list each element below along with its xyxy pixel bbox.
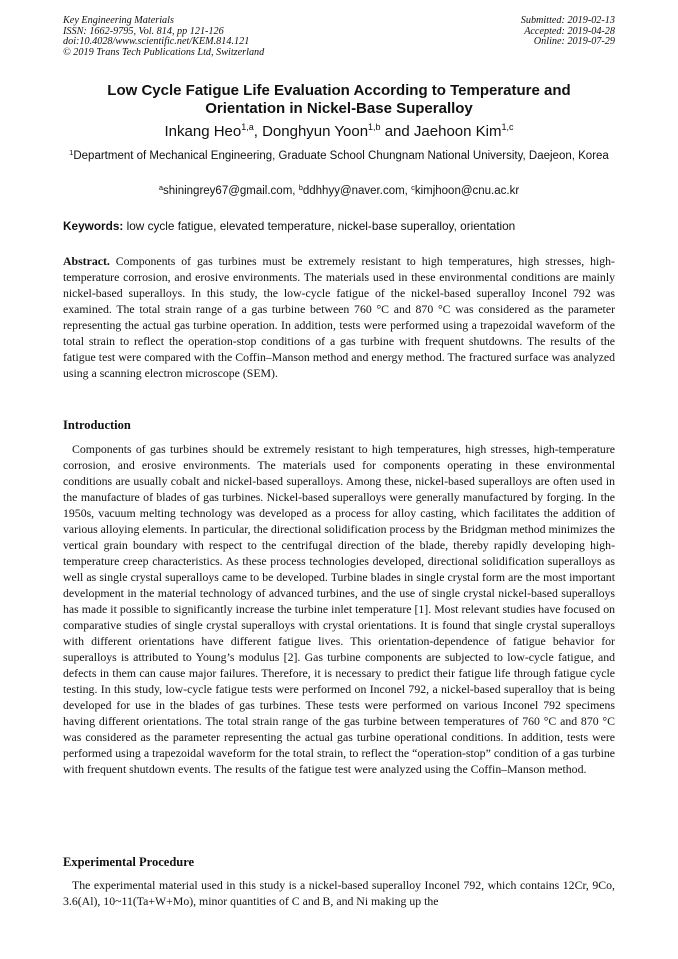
doi-line: doi:10.4028/www.scientific.net/KEM.814.121 — [63, 36, 250, 48]
title-line-1: Low Cycle Fatigue Life Evaluation According to Temperature and — [107, 82, 571, 99]
title-line-2: Orientation in Nickel-Base Superalloy — [205, 100, 473, 117]
introduction-body: Components of gas turbines should be extremely resistant to high temperatures, high stresses, high-temperature corrosion, and erosive environments. The materials used for components operating in these environmental conditions are usually cobalt and nickel-based superalloys. Among these, nickel-based superalloys are often used in the manufacture of blades of gas turbines. Nickel-based superalloys were generally manufactured by forging. In the 1950s, vacuum melting technology was developed as a process for alloy casting, which facilitates the addition of various alloying elements. In particular, the directional solidification process by the Bridgman method minimizes the vertical grain boundary with respect to the centrifugal direction of the blade, thereby rapidly developing high-temperature creep characteristics. As these process technologies developed, directional solidification superalloys as well as single crystal superalloys came to be developed. Turbine blades in single crystal form are the most important development in the material technology of advanced turbines, and the use of single crystal nickel-based superalloys has made it possible to significantly increase the turbine inlet temperature [1]. Most relevant studies have focused on comparative studies of single crystal superalloys with crystal orientations. It is found that single crystal superalloys with different orientations have different fatigue lives. This orientation-dependence of fatigue behavior for superalloys is attributed to Young’s modulus [2]. Gas turbine components are subjected to low-cycle fatigue, and defects in them can cause major failures. Therefore, it is necessary to predict their fatigue life through fatigue cycle testing. In this study, low-cycle fatigue tests were performed on Inconel 792, a nickel-based superalloy that is being developed for use in the blades of gas turbines. These tests were performed on various Inconel 792 specimens having different orientations. The total strain range of the gas turbine between temperatures of 760 °C and 870 °C was considered as the parameter representing the actual gas turbine operational conditions. In addition, tests were performed using a trapezoidal waveform for the total strain, to reflect the “operation-stop” condition of a gas turbine with frequent shutdown events. The results of the fatigue test were analyzed using the Coffin–Manson method. — [63, 442, 615, 776]
email-mark: a — [158, 183, 163, 192]
author-separator: , — [253, 123, 263, 140]
introduction-heading: Introduction — [63, 418, 131, 432]
abstract-label: Abstract. — [63, 254, 110, 268]
abstract-text: Components of gas turbines must be extremely resistant to high temperatures, high stresses, high-temperature corrosion, and erosive environments. The materials used in these environmental conditions are mainly nickel-based superalloys. In this study, the low-cycle fatigue of the nickel-based superalloy Inconel 792 was examined. The total strain range of a gas turbine between 760 °C and 870 °C was considered as the parameter representing the actual gas turbine operation. In addition, tests were performed using a trapezoidal waveform of the total strain to reflect the operation-stop conditions of a gas turbine with frequent shutdowns. The results of the fatigue test were compared with the Coffin–Manson method and energy method. The fractured surface was analyzed using a scanning electron microscope (SEM). — [63, 254, 615, 380]
submitted-date: Submitted: 2019-02-13 — [520, 15, 615, 26]
accepted-date: Accepted: 2019-04-28 — [524, 25, 615, 37]
issn-line: ISSN: 1662-9795, Vol. 814, pp 121-126 — [63, 25, 224, 37]
publication-info — [63, 16, 264, 58]
email-address: shiningrey67@gmail.com — [163, 185, 293, 197]
paper-title — [63, 82, 615, 118]
email-address: kimjhoon@cnu.ac.kr — [414, 185, 520, 197]
author-affiliation-mark: 1,a — [241, 122, 254, 132]
affiliation — [63, 149, 615, 165]
journal-name: Key Engineering Materials — [63, 15, 174, 26]
author-emails — [63, 184, 615, 199]
copyright-line: © 2019 Trans Tech Publications Ltd, Switzerland — [63, 46, 265, 58]
author-affiliation-mark: 1,b — [368, 122, 381, 132]
author-name: Jaehoon Kim — [413, 123, 502, 140]
affiliation-mark: 1 — [69, 148, 74, 157]
keywords-text: low cycle fatigue, elevated temperature, nickel-base superalloy, orientation — [123, 219, 516, 233]
publication-dates — [521, 16, 615, 48]
online-date: Online: 2019-07-29 — [533, 36, 615, 48]
author-list — [63, 123, 615, 141]
email-address: ddhhyy@naver.com — [302, 185, 405, 197]
author-separator: and — [380, 123, 414, 140]
author-name: Donghyun Yoon — [262, 123, 369, 140]
author-affiliation-mark: 1,c — [501, 122, 514, 132]
experimental-body: The experimental material used in this study is a nickel-based superalloy Inconel 792, which contains 12Cr, 9Co, 3.6(Al), 10~11(Ta+W+Mo), minor quantities of C and B, and Ni making up the — [63, 878, 615, 908]
keywords-label: Keywords: — [63, 219, 124, 233]
email-separator: , — [404, 185, 412, 197]
email-separator: , — [292, 185, 299, 197]
keywords — [63, 219, 615, 234]
abstract — [63, 253, 615, 381]
affiliation-text: Department of Mechanical Engineering, Graduate School Chungnam National University, Daejeon, Korea — [73, 150, 609, 162]
experimental-heading: Experimental Procedure — [63, 855, 195, 869]
author-name: Inkang Heo — [164, 123, 242, 140]
email-mark: b — [298, 183, 303, 192]
email-mark: c — [411, 183, 415, 192]
